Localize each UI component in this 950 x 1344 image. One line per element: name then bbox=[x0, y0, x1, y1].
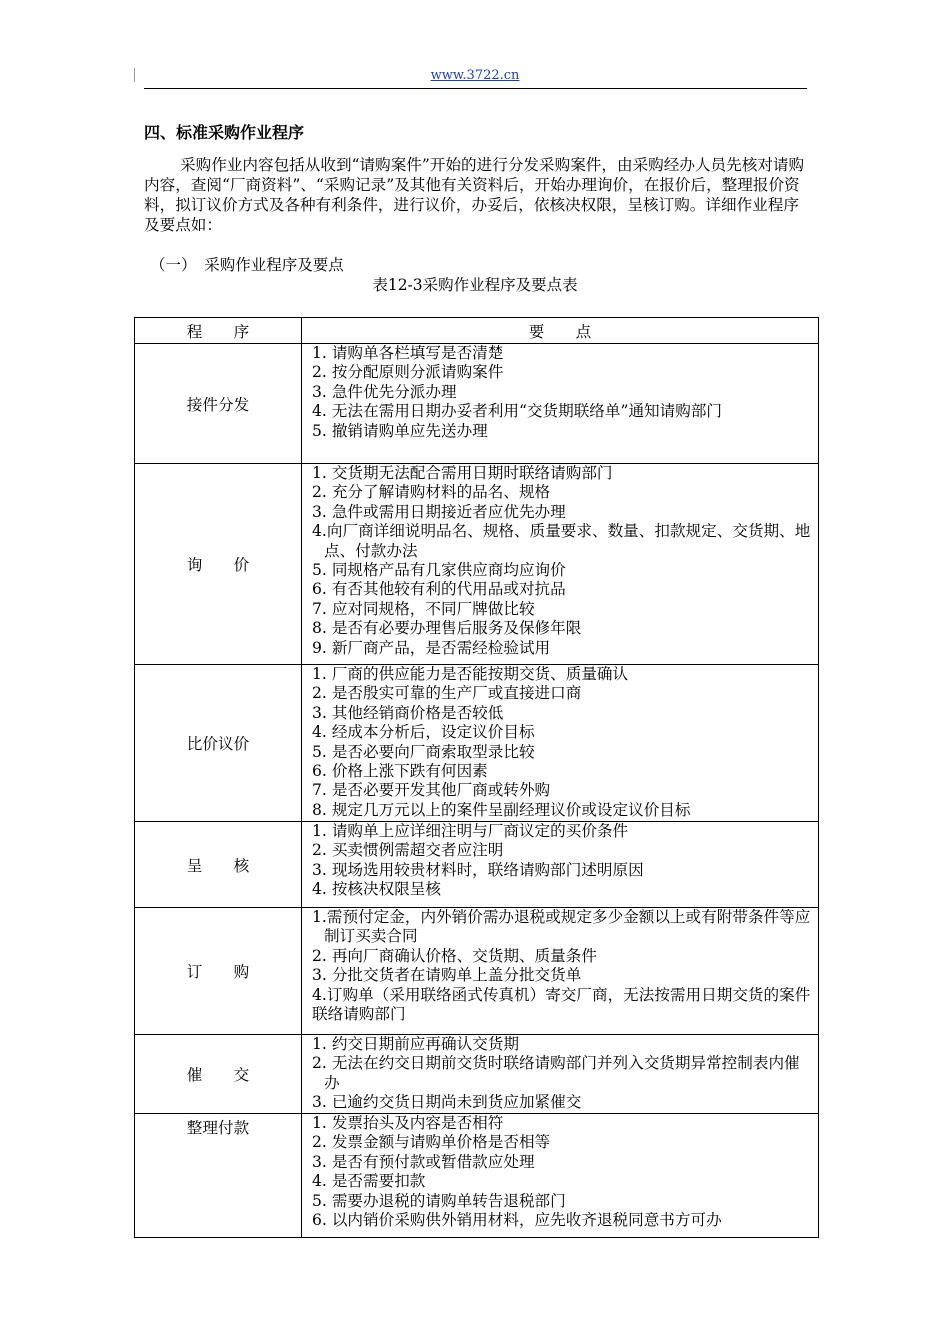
points-cell bbox=[302, 908, 819, 1035]
point-item: 5. 需要办退税的请购单转告退税部门 bbox=[312, 1191, 566, 1210]
point-item: 3. 急件优先分派办理 bbox=[312, 382, 457, 401]
point-item: 3. 现场选用较贵材料时，联络请购部门述明原因 bbox=[312, 860, 644, 879]
table-row bbox=[135, 1114, 819, 1238]
point-item: 2. 充分了解请购材料的品名、规格 bbox=[312, 483, 551, 502]
table-caption: 表12-3采购作业程序及要点表 bbox=[372, 276, 578, 294]
points-cell bbox=[302, 1035, 819, 1114]
table-header-row bbox=[135, 318, 819, 344]
table-row bbox=[135, 665, 819, 822]
point-item: 4. 是否需要扣款 bbox=[312, 1172, 426, 1191]
point-item: 4.订购单（采用联络函式传真机）寄交厂商，无法按需用日期交货的案件联络请购部门 bbox=[312, 985, 811, 1024]
points-cell bbox=[302, 665, 819, 822]
stage-cell: 呈 核 bbox=[135, 822, 302, 908]
point-item: 2. 发票金额与请购单价格是否相等 bbox=[312, 1133, 551, 1152]
header-points: 要 点 bbox=[302, 318, 819, 344]
point-item: 2. 是否殷实可靠的生产厂或直接进口商 bbox=[312, 684, 582, 703]
intro-text: 采购作业内容包括从收到“请购案件”开始的进行分发采购案件，由采购经办人员先核对请购内容，查阅“厂商资料”、“采购记录”及其他有关资料后，开始办理询价，在报价后，整理报价资料，拟订议价方式及各种有利条件，进行议价，办妥后，依核决权限，呈核订购。详细作业程序及要点如： bbox=[144, 156, 805, 234]
point-item: 6. 有否其他较有利的代用品或对抗品 bbox=[312, 580, 566, 599]
point-item: 8. 是否有必要办理售后服务及保修年限 bbox=[312, 619, 582, 638]
point-item: 3. 已逾约交货日期尚未到货应加紧催交 bbox=[312, 1093, 582, 1112]
point-item: 1. 交货期无法配合需用日期时联络请购部门 bbox=[312, 464, 613, 482]
point-item: 4. 经成本分析后，设定议价目标 bbox=[312, 723, 535, 742]
point-item: 8. 规定几万元以上的案件呈副经理议价或设定议价目标 bbox=[312, 800, 691, 819]
point-item: 5. 是否必要向厂商索取型录比较 bbox=[312, 742, 535, 761]
procedure-table bbox=[134, 317, 819, 1238]
point-item: 6. 以内销价采购供外销用材料，应先收齐退税同意书方可办 bbox=[312, 1211, 722, 1230]
subsection-title: （一） 采购作业程序及要点 bbox=[150, 256, 344, 274]
point-item: 3. 分批交货者在请购单上盖分批交货单 bbox=[312, 966, 582, 985]
point-item: 2. 无法在约交日期前交货时联络请购部门并列入交货期异常控制表内催办 bbox=[312, 1054, 800, 1092]
point-item: 1. 请购单各栏填写是否清楚 bbox=[312, 344, 504, 362]
header-rule bbox=[144, 88, 807, 89]
point-item: 4. 按核决权限呈核 bbox=[312, 880, 441, 899]
point-item: 2. 买卖惯例需超交者应注明 bbox=[312, 841, 504, 860]
point-item: 5. 撤销请购单应先送办理 bbox=[312, 421, 488, 440]
table-row bbox=[135, 464, 819, 665]
point-item: 1. 约交日期前应再确认交货期 bbox=[312, 1035, 519, 1053]
point-item: 6. 价格上涨下跌有何因素 bbox=[312, 762, 488, 781]
point-item: 3. 急件或需用日期接近者应优先办理 bbox=[312, 502, 566, 521]
point-item: 3. 是否有预付款或暂借款应处理 bbox=[312, 1152, 535, 1171]
stage-cell: 整理付款 bbox=[135, 1114, 302, 1238]
point-item: 3. 其他经销商价格是否较低 bbox=[312, 703, 504, 722]
table-row bbox=[135, 1035, 819, 1114]
point-item: 1.需预付定金，内外销价需办退税或规定多少金额以上或有附带条件等应制订买卖合同 bbox=[312, 908, 811, 946]
header-stage: 程 序 bbox=[135, 318, 302, 344]
points-cell bbox=[302, 344, 819, 464]
point-item: 2. 按分配原则分派请购案件 bbox=[312, 363, 504, 382]
table-row bbox=[135, 344, 819, 464]
point-item: 2. 再向厂商确认价格、交货期、质量条件 bbox=[312, 946, 597, 965]
points-cell bbox=[302, 822, 819, 908]
point-item: 5. 同规格产品有几家供应商均应询价 bbox=[312, 561, 566, 580]
point-item: 4.向厂商详细说明品名、规格、质量要求、数量、扣款规定、交货期、地点、付款办法 bbox=[312, 522, 811, 560]
point-item: 1. 厂商的供应能力是否能按期交货、质量确认 bbox=[312, 665, 629, 683]
table-row bbox=[135, 908, 819, 1035]
points-cell bbox=[302, 1114, 819, 1238]
point-item: 1. 请购单上应详细注明与厂商议定的买价条件 bbox=[312, 822, 629, 840]
section-title: 四、标准采购作业程序 bbox=[144, 123, 305, 142]
points-cell bbox=[302, 464, 819, 665]
stage-cell: 订 购 bbox=[135, 908, 302, 1035]
point-item: 4. 无法在需用日期办妥者利用“交货期联络单”通知请购部门 bbox=[312, 402, 723, 421]
table-row bbox=[135, 822, 819, 908]
point-item: 7. 是否必要开发其他厂商或转外购 bbox=[312, 781, 551, 800]
point-item: 9. 新厂商产品，是否需经检验试用 bbox=[312, 638, 551, 657]
point-item: 1. 发票抬头及内容是否相符 bbox=[312, 1114, 504, 1132]
intro-paragraph bbox=[144, 155, 807, 235]
header-site-link[interactable]: www.3722.cn bbox=[430, 68, 520, 83]
stage-cell: 催 交 bbox=[135, 1035, 302, 1114]
point-item: 7. 应对同规格，不同厂牌做比较 bbox=[312, 599, 535, 618]
stage-cell: 接件分发 bbox=[135, 344, 302, 464]
stage-cell: 比价议价 bbox=[135, 665, 302, 822]
stage-cell: 询 价 bbox=[135, 464, 302, 665]
